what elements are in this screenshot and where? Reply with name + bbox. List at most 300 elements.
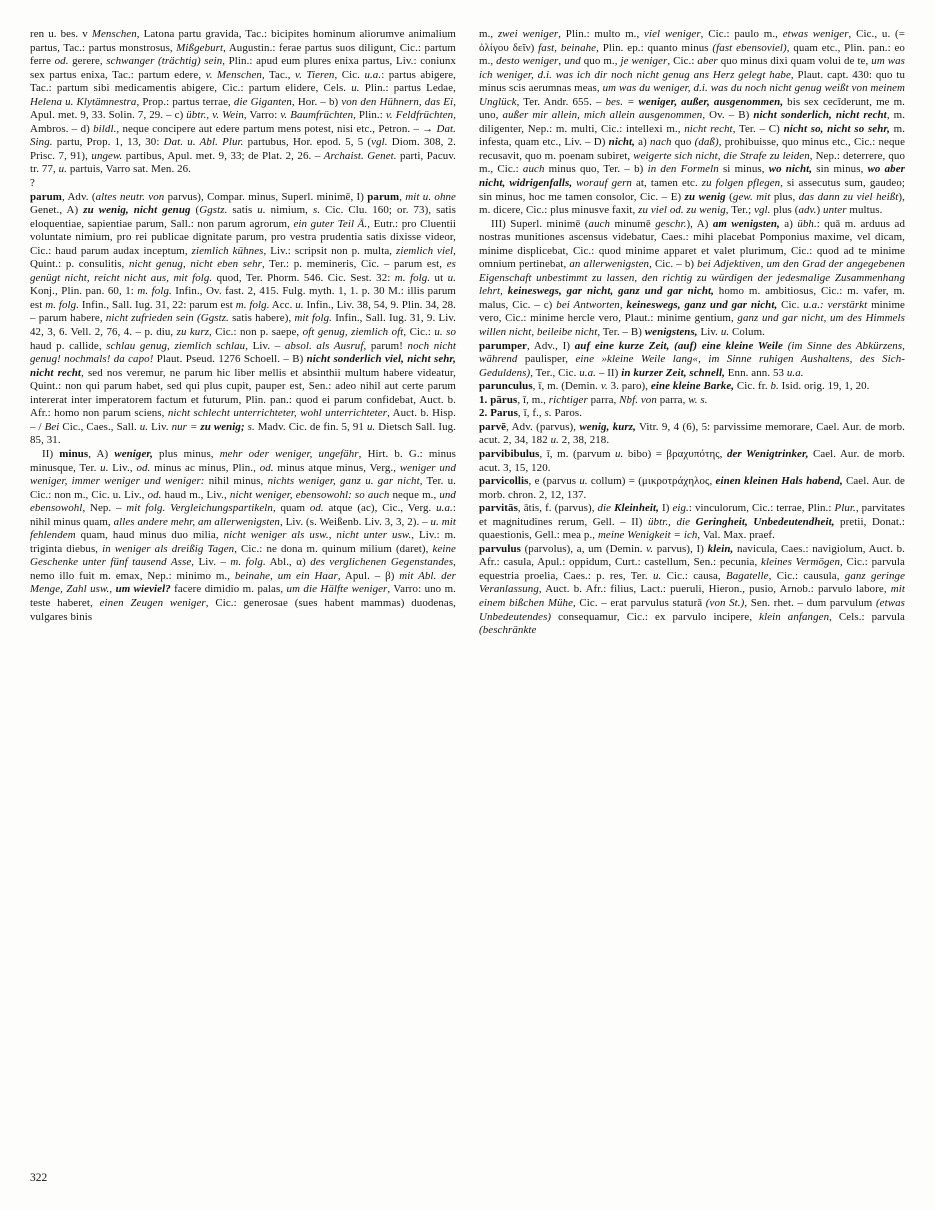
text-segment: , Plin.: (353, 109, 386, 122)
text-column-left (30, 28, 456, 624)
text-segment: wenigstens, (644, 326, 698, 339)
text-segment: nicht weniger, ebensowohl: so auch (229, 488, 390, 501)
paragraph (479, 407, 905, 421)
text-segment: a) (779, 217, 798, 230)
text-segment: ), A) (686, 217, 713, 230)
text-segment: , Adv. ( (61, 190, 96, 203)
text-segment: , ī, m. (parvum (539, 447, 616, 460)
text-segment: bildl. (93, 122, 117, 135)
text-segment: nicht, (608, 136, 635, 149)
text-segment: , Ter. – B) (597, 326, 645, 339)
text-segment: aber (697, 55, 718, 68)
text-segment: klein anfangen (759, 610, 830, 623)
text-segment: schlau genug, ziemlich schlau (106, 339, 246, 352)
text-segment: ganz und gar nicht, um des Himmels willen nicht, beileibe nicht (479, 312, 905, 339)
text-segment: , Cic.: generosae (sues habent mammas) duodenas, vulgares binis (30, 596, 456, 623)
text-segment: haud p. callide, (30, 339, 107, 352)
text-segment: , Auct. b. Hisp. – / (30, 407, 456, 433)
text-segment: parvibibulus (479, 447, 540, 460)
text-segment: partuis, Varro sat. Men. 26. (67, 163, 192, 176)
text-segment: quod, Ter. Phorm. 546. Cic. Sest. 32: (212, 271, 395, 284)
text-segment: , si assecutus sum, gaudeo; sin minus, hoc me tamen consolor, Cic. – E) (479, 177, 905, 203)
text-segment: m., (479, 28, 498, 40)
text-segment: parra, (656, 393, 689, 406)
text-segment: Cic., Caes., Sall. (59, 420, 140, 433)
text-segment: : vinculorum, Cic.: terrae, Plin.: (688, 502, 835, 515)
page-number: 322 (30, 1172, 48, 1184)
text-segment: , Cic., u. (= ὀλίγου δεῖν) (479, 28, 905, 54)
text-segment: Infin., Sall. Iug. 31, 22: parum est (79, 298, 236, 311)
text-segment: desto weniger (496, 55, 559, 68)
text-segment: haud m., Liv., (161, 488, 230, 501)
text-segment: partibus, Apul. met. 9, 33; de Plat. 2, 26. – (122, 149, 324, 162)
text-segment: eine kleine Barke, (650, 380, 735, 393)
text-segment: Colum. (729, 326, 765, 339)
text-segment: oft genug, ziemlich oft (302, 326, 404, 339)
text-segment: pretii, Donat.: quaestionis, Gell.: mea p., (479, 515, 906, 542)
text-segment: u.a.: verstärkt (803, 298, 868, 311)
text-segment: nicht sonderlich viel, nicht sehr, nicht recht (30, 353, 456, 379)
text-segment: partubus, Hor. epod. 5, 5 ( (243, 136, 372, 149)
text-segment: , Sen. rhet. – dum parvulum (744, 596, 876, 609)
text-segment: , Ambros. – d) (30, 109, 457, 135)
text-segment: (beschränkte (479, 624, 537, 637)
text-segment: einen kleinen Hals habend, (715, 475, 843, 488)
text-segment: partu, Prop. 1, 13, 30: (52, 136, 164, 149)
text-segment: , (558, 55, 565, 68)
text-segment: u.a. (786, 366, 804, 379)
text-segment: das dann zu viel heißt (798, 190, 899, 203)
paragraph (479, 28, 905, 218)
text-segment: , Ter.; (725, 204, 755, 217)
text-segment: um was ich weniger, d.i. was ich dir noch nicht genug ans Herz gelegt habe (479, 55, 905, 81)
text-segment: , A) (88, 447, 115, 460)
text-segment: parum (367, 190, 400, 203)
text-segment: paulisper, (517, 353, 576, 366)
text-segment: , Cic. – erat parvulus staturā (573, 596, 706, 609)
text-segment: od. (54, 55, 69, 68)
text-segment: bibo) = βραχυπότης, (623, 447, 727, 460)
text-segment: u.a. (579, 366, 597, 379)
text-segment: Menschen (91, 28, 137, 40)
text-segment: , Apul. met. 9, 33. Solin. 7, 29. – c) (30, 95, 457, 122)
text-segment: , Cic.: parvula equestria proelia, Caes.: p. res, Ter. (479, 556, 905, 582)
text-segment: etwas weniger (782, 28, 849, 40)
text-segment: ( (190, 204, 200, 217)
text-segment: 1. pārus (479, 393, 518, 406)
text-segment: III) Superl. minimē ( (491, 217, 589, 230)
text-segment: Bei (44, 420, 60, 433)
text-segment: consequamur, Cic.: ex parvulo incipere, (551, 610, 760, 623)
text-segment: satis (227, 204, 258, 217)
text-segment: Kleinheit, (614, 502, 659, 515)
text-segment: m. folg. (45, 298, 80, 311)
text-segment: m. folg. (235, 298, 270, 311)
text-segment: ) (816, 204, 824, 217)
text-segment: atque (ac), Cic., Verg. (323, 502, 437, 515)
paragraph (479, 218, 905, 340)
text-segment: , Plin.: multo m., (558, 28, 645, 40)
text-segment: , Prop.: partus terrae, (136, 95, 234, 108)
text-segment: u. mit fehlendem (30, 515, 456, 542)
text-segment: beinahe, um ein Haar (234, 569, 338, 582)
text-segment: m. folg. (394, 271, 431, 284)
text-segment: Mißgeburt (176, 41, 224, 54)
text-segment: od. (259, 461, 274, 474)
text-segment: mit folg. (294, 312, 333, 325)
text-segment: collum) = (μικροτράχηλος, (587, 475, 716, 488)
text-segment: eine »kleine Weile lang«, im Sinne ruhigen Aushaltens, des Sich-Geduldens) (479, 353, 905, 379)
text-segment: , Varro: uno m. teste haberet, (30, 583, 456, 609)
text-segment: unter (823, 204, 847, 217)
text-segment: minus quo, Ter. – b) (544, 163, 648, 176)
text-segment: bei Antworten, (556, 298, 623, 311)
text-segment: quo m., (580, 55, 621, 68)
text-segment: , Cic. – b) (649, 258, 698, 271)
text-segment: ren u. bes. v (30, 28, 92, 40)
text-segment: Cael. Aur. de morb. acut. 3, 15, 120. (479, 447, 905, 474)
text-segment: plus, (770, 190, 799, 203)
text-segment: bes. = (605, 95, 635, 108)
text-segment: keineswegs, ganz und gar nicht, (626, 298, 778, 311)
text-segment: II) (42, 447, 60, 460)
text-segment: u.a. (436, 502, 453, 515)
text-segment: Cic.: causa, (661, 569, 726, 582)
text-segment: , prohibuisse, quo minus etc., Cic.: neque recusavit, quo m. poenam subiret, (479, 136, 906, 162)
text-segment: übtr., die (648, 515, 691, 528)
text-segment: , Nep.: deterrere, quo m., Cic.: (479, 149, 905, 176)
text-segment: nur = (171, 420, 198, 433)
text-segment: , Cic.: ne dona m. quinum milium (daret), (234, 542, 433, 555)
text-segment: , Apul. – β) (337, 569, 400, 582)
text-segment: , quam (272, 502, 310, 515)
text-segment: u. (652, 569, 662, 582)
text-segment: Liv., (108, 461, 137, 474)
text-segment: quo minus dixi quam volui de te, (717, 55, 872, 68)
text-segment: ( (725, 190, 733, 203)
text-segment: kleines Vermögen (761, 556, 841, 569)
text-segment: Cic. fr. (734, 380, 771, 393)
text-segment: , Auct. b. Afr.: filius, Lact.: pueruli, Hieron., pusio, Arnob.: parvulo labore, (538, 583, 891, 596)
text-segment: außer mir allein, mich allein ausgenommen (502, 109, 703, 122)
text-segment: nicht so, nicht so sehr, (783, 122, 890, 135)
text-segment: , Ter. Andr. 655. – (516, 95, 606, 108)
text-segment: parvitās (479, 502, 518, 515)
paragraph (479, 543, 905, 638)
text-segment: u. (58, 163, 68, 176)
text-segment: weigerte sich nicht, die Strafe zu leiden (633, 149, 810, 162)
text-segment: , Latona partu gravida, Tac.: bicipites hominum aliorumve animalium partus, Tac.: partus monstrosus, (30, 28, 456, 54)
text-segment: nach (650, 136, 672, 149)
text-segment: des verglichenen Gegenstandes (310, 556, 454, 569)
text-segment: 2, 38, 218. (558, 434, 610, 447)
text-segment: zu wenig, nicht genug (83, 204, 191, 217)
text-segment: v. Baumfrüchten (280, 109, 354, 122)
text-segment: , Plin. ep.: quanto minus (596, 41, 713, 54)
text-segment: mit folg. Vergleichungspartikeln (126, 502, 273, 515)
text-segment: weniger und weniger, immer weniger und weniger: (30, 461, 456, 488)
text-segment: Abl., α) (265, 556, 311, 569)
text-segment: navicula, Caes.: navigiolum, Auct. b. Afr.: casula, Apul.: oppidum, Curt.: castellum, Sen.: pecunia, (479, 542, 906, 569)
text-segment: m. folg. (137, 285, 172, 298)
text-segment: , Ter. – C) (732, 122, 784, 135)
text-segment: ganz geringe Veranlassung (479, 569, 906, 596)
text-segment: gerere, (68, 55, 107, 68)
text-segment: , Ter., Cic. (530, 366, 580, 379)
text-segment: absol. als Ausruf (284, 339, 364, 352)
text-segment: – II) (596, 366, 622, 379)
text-segment: keineswegs, gar nicht, ganz und gar nicht, (507, 285, 714, 298)
text-segment: worauf gern (576, 177, 632, 190)
text-segment: Dietsch Sall. Iug. 85, 31. (30, 420, 456, 447)
text-segment: , Hirt. b. G.: minus minusque, Ter. (30, 447, 456, 474)
text-segment: Archaist. Genet. (323, 149, 397, 162)
text-segment: Geringheit, Unbedeutendheit, (695, 515, 835, 528)
text-segment: Helena u. Klytämnestra (30, 95, 137, 108)
text-segment: gew. mit (732, 190, 771, 203)
text-segment: , Eutr.: pro Cluentii voluntate nimium, pro rei publicae dignitate parum, pro vestra prudentia satis dixisse videor, Cic.: haud parum audax inceptum, (30, 217, 457, 257)
text-segment: geschr. (655, 217, 687, 230)
text-segment: übh. (797, 217, 817, 230)
text-segment: vgl. (754, 204, 771, 217)
text-segment: Diom. 308, 2. Prisc. 7, 91), (30, 136, 457, 162)
text-segment: Enn. ann. 53 (724, 366, 787, 379)
text-segment: von den Hühnern, das Ei (341, 95, 454, 108)
text-segment: Madv. Cic. de fin. 5, 91 (254, 420, 367, 433)
text-segment: Cael. Aur. de morb. chron. 2, 12, 137. (479, 475, 905, 501)
text-column-right (479, 28, 905, 638)
text-segment: die (597, 502, 612, 515)
text-segment: Paros. (551, 407, 583, 420)
text-segment: , ī, m., (517, 393, 549, 406)
text-segment: klein, (707, 542, 734, 555)
text-segment: noch nicht genug! nochmals! da capo! (30, 339, 456, 366)
text-segment: parumper (479, 339, 527, 352)
text-segment: weniger, (114, 447, 153, 460)
text-segment: Konj., Plin. pan. 60, 1: (30, 285, 138, 298)
text-segment: quam, haud minus duo milia, (75, 529, 224, 542)
text-segment: an allerwenigsten (569, 258, 650, 271)
text-segment: die Giganten (233, 95, 292, 108)
text-segment: at, tamen etc. (631, 177, 702, 190)
text-segment: Infin., Sall. Iug. 31, 9. Liv. 42, 3, 6. Vell. 2, 76, 4. – p. diu, (30, 312, 457, 339)
text-segment: (von St.) (705, 596, 745, 609)
text-segment: v. Feldfrüchten (385, 109, 454, 122)
text-segment: ziemlich kühnes (191, 244, 264, 257)
text-segment: nicht weniger als usw., nicht unter usw. (223, 529, 412, 542)
text-segment: auch (588, 217, 611, 230)
text-segment: , Cic.: (667, 55, 698, 68)
text-segment: , Varro: (243, 109, 281, 122)
text-segment: nicht genug, nicht eben sehr (128, 258, 262, 271)
text-segment: wo aber nicht, widrigenfalls, (479, 163, 905, 190)
text-segment: viel weniger (644, 28, 701, 40)
text-segment: zwei weniger (497, 28, 559, 40)
text-segment: I) (659, 502, 673, 515)
text-segment: , Adv. (parvus), (506, 420, 580, 433)
text-segment: zu wenig (684, 190, 726, 203)
text-segment: Nbf. von (619, 393, 657, 406)
text-segment: u. (720, 326, 730, 339)
paragraph (30, 191, 456, 448)
text-segment: , neque concipere aut edere partum mens potest, nisi etc., Petron. – → (116, 122, 437, 135)
text-segment: ungew. (91, 149, 123, 162)
text-segment: zu folgen pflegen (701, 177, 781, 190)
text-segment: , Val. Max. praef. (697, 529, 775, 542)
text-segment: (im Sinne des Abkürzens, während (479, 339, 906, 366)
text-segment: , Augustin.: ferae partus suos diligunt, Cic.: partum ferre (30, 41, 456, 68)
text-segment: u. (100, 461, 109, 474)
text-segment: , Liv. – (191, 556, 231, 569)
text-segment: , Ov. – B) (702, 109, 754, 122)
text-segment: , parvitates et magnitudines rerum, Gell. – II) (479, 502, 906, 528)
text-segment: s. (312, 204, 321, 217)
text-segment: u. (351, 82, 360, 95)
text-segment: , nemo illo fuit m. emax, Nep.: minimo m., (30, 556, 456, 582)
text-segment: , Adv., I) (527, 339, 575, 352)
text-segment: , Ter. u. Cic.: non m., Cic. u. Liv., (30, 475, 456, 501)
text-segment: minus ac minus, Plin., (150, 461, 260, 474)
text-segment: neque m., (389, 488, 440, 501)
text-segment: mit u. ohne (405, 190, 456, 203)
text-segment: nicht recht (684, 122, 733, 135)
text-segment: nicht sonderlich, nicht recht (753, 109, 887, 122)
text-segment: u. (295, 298, 304, 311)
text-segment: , Cic.: non p. saepe, (209, 326, 303, 339)
text-segment: , sed nos veremur, ne parum hic liber mellis et absinthii multum habere videatur, Quint.: non qui parum habet, sed qui plus cupit, pauper est, Sen.: adeo nihil aut certe parum intererat inter imperatorem factum et futurum, Plin. pan.: quod ei parum confidebat, Auct. b. Afr.: homo non parum sciens, (30, 366, 456, 420)
text-segment: schwanger (trächtig) sein (106, 55, 223, 68)
text-segment: je weniger (620, 55, 668, 68)
text-segment: w. s. (688, 393, 708, 406)
text-segment: , Hor. – b) (291, 95, 342, 108)
text-segment: u.a. (364, 68, 382, 81)
text-segment: , Liv.: m. triginta diebus, (30, 529, 457, 555)
text-segment: Cic. (777, 298, 804, 311)
text-segment: Cic. Clu. 160; or. 73), satis eloquentiae, sapientiae parum, Sall.: non parum agrorum, (30, 204, 457, 230)
text-segment: homo m. ambitiosus, Cic.: m. vafer, m. malus, Cic. – c) (479, 285, 905, 311)
text-segment: nihil minus, (204, 475, 268, 488)
text-segment: um die Hälfte weniger (286, 583, 388, 596)
text-segment: od. (136, 461, 151, 474)
text-segment: Ggstz. (199, 204, 228, 217)
text-segment: bis sex cecīderunt, me m. uno, (479, 95, 905, 122)
text-segment: s. (247, 420, 255, 433)
text-segment: , ātis, f. (parvus), (517, 502, 598, 515)
text-segment: einen Zeugen weniger (99, 596, 206, 609)
text-segment: nicht schlecht unterrichteter, wohl unterrichteter (167, 407, 388, 420)
paragraph (479, 340, 905, 381)
text-segment: parvus), I) (653, 542, 708, 555)
text-segment: s. (544, 407, 552, 420)
paragraph (479, 380, 905, 394)
text-segment: : nihil minus quam, (30, 502, 457, 528)
text-segment: Vitr. 9, 4 (6), 5: parvissime memorare, Cael. Aur. de morb. acut. 2, 34, 182 (479, 420, 905, 447)
text-segment: u. (447, 271, 456, 284)
text-segment: Dat. u. Abl. Plur. (163, 136, 244, 149)
text-segment: Plur. (834, 502, 856, 515)
text-segment: parum (30, 190, 62, 203)
text-segment: , Liv. – (245, 339, 285, 352)
text-segment: , Cic.: (403, 326, 435, 339)
text-segment: 3. paro), (607, 380, 651, 393)
text-segment: zu viel od. zu wenig (638, 204, 726, 217)
text-segment: , Tac., (261, 68, 296, 81)
text-segment: ? (30, 177, 35, 190)
text-segment: parvus), Compar. minus, Superl. minimē, I) (164, 190, 368, 203)
text-segment: Liv. (697, 326, 721, 339)
text-segment: in den Formeln (647, 163, 719, 176)
text-segment: zu kurz (176, 326, 210, 339)
text-segment: Isid. orig. 19, 1, 20. (778, 380, 870, 393)
text-segment: (daß) (694, 136, 719, 149)
text-segment: mit Abl. der Menge, Zahl usw., (30, 569, 457, 596)
text-segment: u. (615, 447, 624, 460)
text-segment: und ebensowohl (30, 488, 456, 515)
text-segment: , parum! (363, 339, 408, 352)
text-segment: , Plin.: apud eum plures enixa partus, Liv.: coniunx sex partus enixa, Tac.: partum edere, (30, 55, 456, 81)
text-segment: bei Adjektiven, um den Grad der angegebenen Eigenschaft unbestimmt zu lassen, den richtig zu würdigen der jedesmalige Zusammenhang lehrt, (479, 258, 905, 298)
text-segment: Dat. Sing. (30, 122, 456, 149)
text-segment: Liv. (148, 420, 172, 433)
text-segment: , Cels.: parvula (829, 610, 905, 623)
text-segment: : partus abigere, Tac.: partum sibi medicamentis abigere, Cic.: partum elidere, Cels. (30, 68, 456, 95)
paragraph (30, 177, 456, 191)
text-segment: und (564, 55, 581, 68)
text-segment: minus (59, 447, 89, 460)
text-segment: Plin.: partus Ledae, (359, 82, 456, 95)
text-segment: si minus, (718, 163, 769, 176)
text-segment: plus minus, (152, 447, 220, 460)
text-segment: fast, beinahe (538, 41, 597, 54)
text-segment: , (399, 190, 406, 203)
text-segment: Plaut. Pseud. 1276 Schoell. – B) (153, 353, 307, 366)
paragraph (30, 28, 456, 177)
paragraph (479, 475, 905, 502)
text-segment: , Liv. (s. Weißenb. Liv. 3, 3, 2). – (279, 515, 431, 528)
text-segment: plus ( (770, 204, 799, 217)
text-segment: nichts weniger, ganz u. gar nicht (267, 475, 420, 488)
text-segment: satis habere), (228, 312, 295, 325)
paragraph (479, 421, 905, 448)
text-segment: Bagatelle (725, 569, 769, 582)
text-segment: quo (671, 136, 695, 149)
text-segment: , Nep. – (82, 502, 127, 515)
text-segment: v. (646, 542, 654, 555)
text-segment: (parvolus), a, um (Demin. (520, 542, 647, 555)
text-segment: u. (139, 420, 149, 433)
text-segment: , Liv.: scripsit non p. multa, (263, 244, 397, 257)
text-segment: Infin., Ov. fast. 2, 415. Fulg. myth. 1, 1. p. 30 M.: illis parum est (30, 285, 456, 311)
text-segment: a) (634, 136, 651, 149)
text-segment: (etwas Unbedeutendes) (479, 596, 905, 623)
text-segment: parvicollis (479, 475, 529, 488)
text-segment: v. Menschen (205, 68, 262, 81)
text-segment: , Cic. (334, 68, 365, 81)
text-segment: minumē (610, 217, 656, 230)
text-segment: auf eine kurze Zeit, (auf) eine kleine Weile (574, 339, 783, 352)
text-segment: am wenigsten, (712, 217, 780, 230)
text-segment: vgl. (371, 136, 388, 149)
text-segment: Infin., Liv. 38, 54, 9. Plin. 34, 28. – parum habere, (30, 298, 456, 325)
text-segment: u. so (434, 326, 456, 339)
text-segment: multus. (846, 204, 883, 217)
text-segment: nicht zufrieden sein (Ggstz. (105, 312, 229, 325)
paragraph (479, 502, 905, 543)
text-segment: sin minus, (812, 163, 868, 176)
text-segment: ), m. dicere, Cic.: plus minusve faxit, (479, 190, 905, 217)
text-segment: m. folg. (230, 556, 266, 569)
text-segment: meine Wenigkeit = ich (597, 529, 698, 542)
